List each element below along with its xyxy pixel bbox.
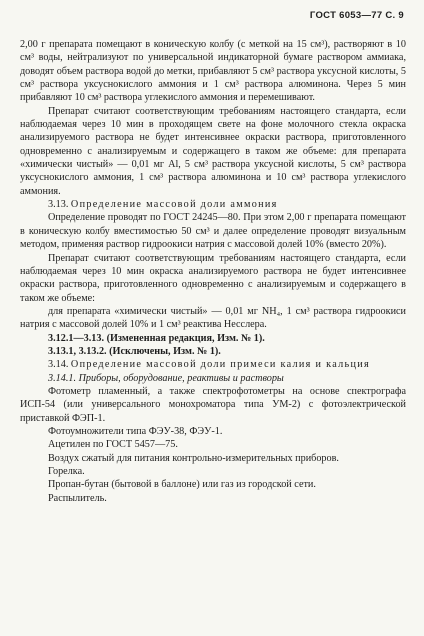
paragraph-burner: Горелка.	[48, 466, 85, 477]
note-excluded: 3.13.1, 3.13.2. (Исключены, Изм. № 1).	[48, 345, 221, 357]
section-3-13-heading: 3.13. Определение массовой доли аммония	[48, 199, 278, 211]
note-amended: 3.12.1—3.13. (Измененная редакция, Изм. № 1).	[48, 332, 265, 344]
paragraph-sprayer: Распылитель.	[48, 492, 107, 504]
document-body	[20, 38, 406, 505]
paragraph-photomultipliers: Фотоумножители типа ФЭУ-38, ФЭУ-1.	[48, 425, 223, 437]
paragraph-propane-butane: Пропан-бутан (бытовой в баллоне) или газ из городской сети.	[48, 479, 316, 491]
section-3-13-title: Определение массовой доли аммония	[70, 199, 278, 211]
paragraph-aluminum-criteria: Препарат считают соответствующим требованиям настоящего стандарта, если наблюдаемая через 10 мин в проходящем свете на фоне молочного стекла окраска анализируемого раствора не будет интенсивнее окраски раствора, приготовленного одновременно с анализируемым и содержащего в таком же объеме: для препарата «химически чистый» — 0,01 мг Al, 5 см³ раствора уксусной кислоты, 5 см³ раствора уксуснокислого аммония, 1 см³ раствора алюминона и 10 см³ раствора углекислого аммония.	[20, 105, 406, 197]
paragraph-photometer: Фотометр пламенный, а также спектрофотометры на основе спектрографа ИСП-54 (или универсального монохроматора типа УМ-2) с фотоэлектрической приставкой ФЭП-1.	[20, 385, 406, 424]
paragraph-compressed-air: Воздух сжатый для питания контрольно-измерительных приборов.	[48, 452, 339, 464]
paragraph-ammonium-criteria: Препарат считают соответствующим требованиям настоящего стандарта, если наблюдаемая через 10 мин окраска анализируемого раствора не будет интенсивнее окраски раствора, приготовленного одновременно с анализируемым и содержащего в таком же объеме:	[20, 252, 406, 304]
paragraph-ammonium-composition: для препарата «химически чистый» — 0,01 мг NH₄, 1 см³ раствора гидроокиси натрия с массовой долей 10% и 1 см³ реактива Несслера.	[20, 305, 406, 331]
section-3-14-1-heading: 3.14.1. Приборы, оборудование, реактивы и растворы	[48, 372, 284, 384]
paragraph-procedure-aluminum: 2,00 г препарата помещают в коническую колбу (с меткой на 15 см³), растворяют в 10 см³ воды, нейтрализуют по универсальной индикаторной бумаге раствором аммиака, доводят объем раствора водой до метки, прибавляют 5 см³ раствора уксусной кислоты, 5 см³ раствора уксуснокислого аммония и 1 см³ раствора алюминона. Через 5 мин прибавляют 10 см³ раствора углекислого аммония и перемешивают.	[20, 39, 406, 104]
page-header: ГОСТ 6053—77 С. 9	[309, 10, 404, 21]
section-3-14-heading: 3.14. Определение массовой доли примеси калия и кальция	[48, 359, 370, 371]
paragraph-ammonium-procedure: Определение проводят по ГОСТ 24245—80. При этом 2,00 г препарата помещают в коническую колбу вместимостью 50 см³ и далее определение проводят визуальным методом, применяя раствор гидроокиси натрия с массовой долей 10% (вместо 20%).	[20, 212, 406, 251]
paragraph-acetylene: Ацетилен по ГОСТ 5457—75.	[48, 439, 178, 451]
section-3-14-title: Определение массовой доли примеси калия и кальция	[70, 359, 370, 371]
